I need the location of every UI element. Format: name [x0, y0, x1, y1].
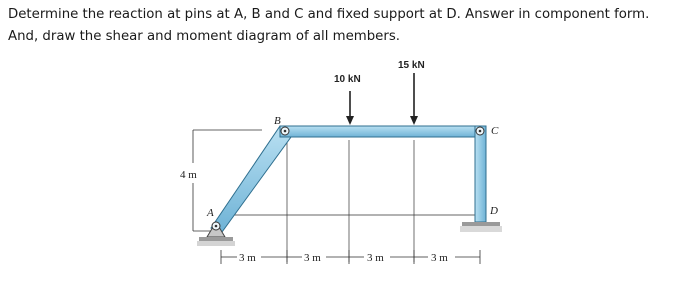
member-ab [211, 126, 291, 232]
pin-support-a [197, 222, 235, 246]
label-a: A [207, 207, 214, 219]
span-dim-label-2: 3 m [304, 252, 321, 264]
span-dim-label-4: 3 m [431, 252, 448, 264]
load-15kn-label: 15 kN [398, 60, 425, 71]
member-bc [280, 126, 486, 137]
load-arrow-10kn [346, 91, 354, 125]
height-dim-label: 4 m [180, 169, 197, 181]
fixed-support-d [460, 222, 502, 232]
label-d: D [490, 205, 498, 217]
label-b: B [274, 115, 281, 127]
member-cd [475, 126, 486, 222]
pin-c [476, 127, 484, 135]
problem-statement: Determine the reaction at pins at A, B and C and fixed support at D. Answer in component form. And, draw the shear and moment diagram of all members. [8, 7, 650, 44]
span-dim-label-1: 3 m [239, 252, 256, 264]
label-c: C [491, 125, 499, 137]
span-dim-label-3: 3 m [367, 252, 384, 264]
pin-b [281, 127, 289, 135]
load-10kn-label: 10 kN [334, 74, 361, 85]
load-arrow-15kn [410, 73, 418, 125]
